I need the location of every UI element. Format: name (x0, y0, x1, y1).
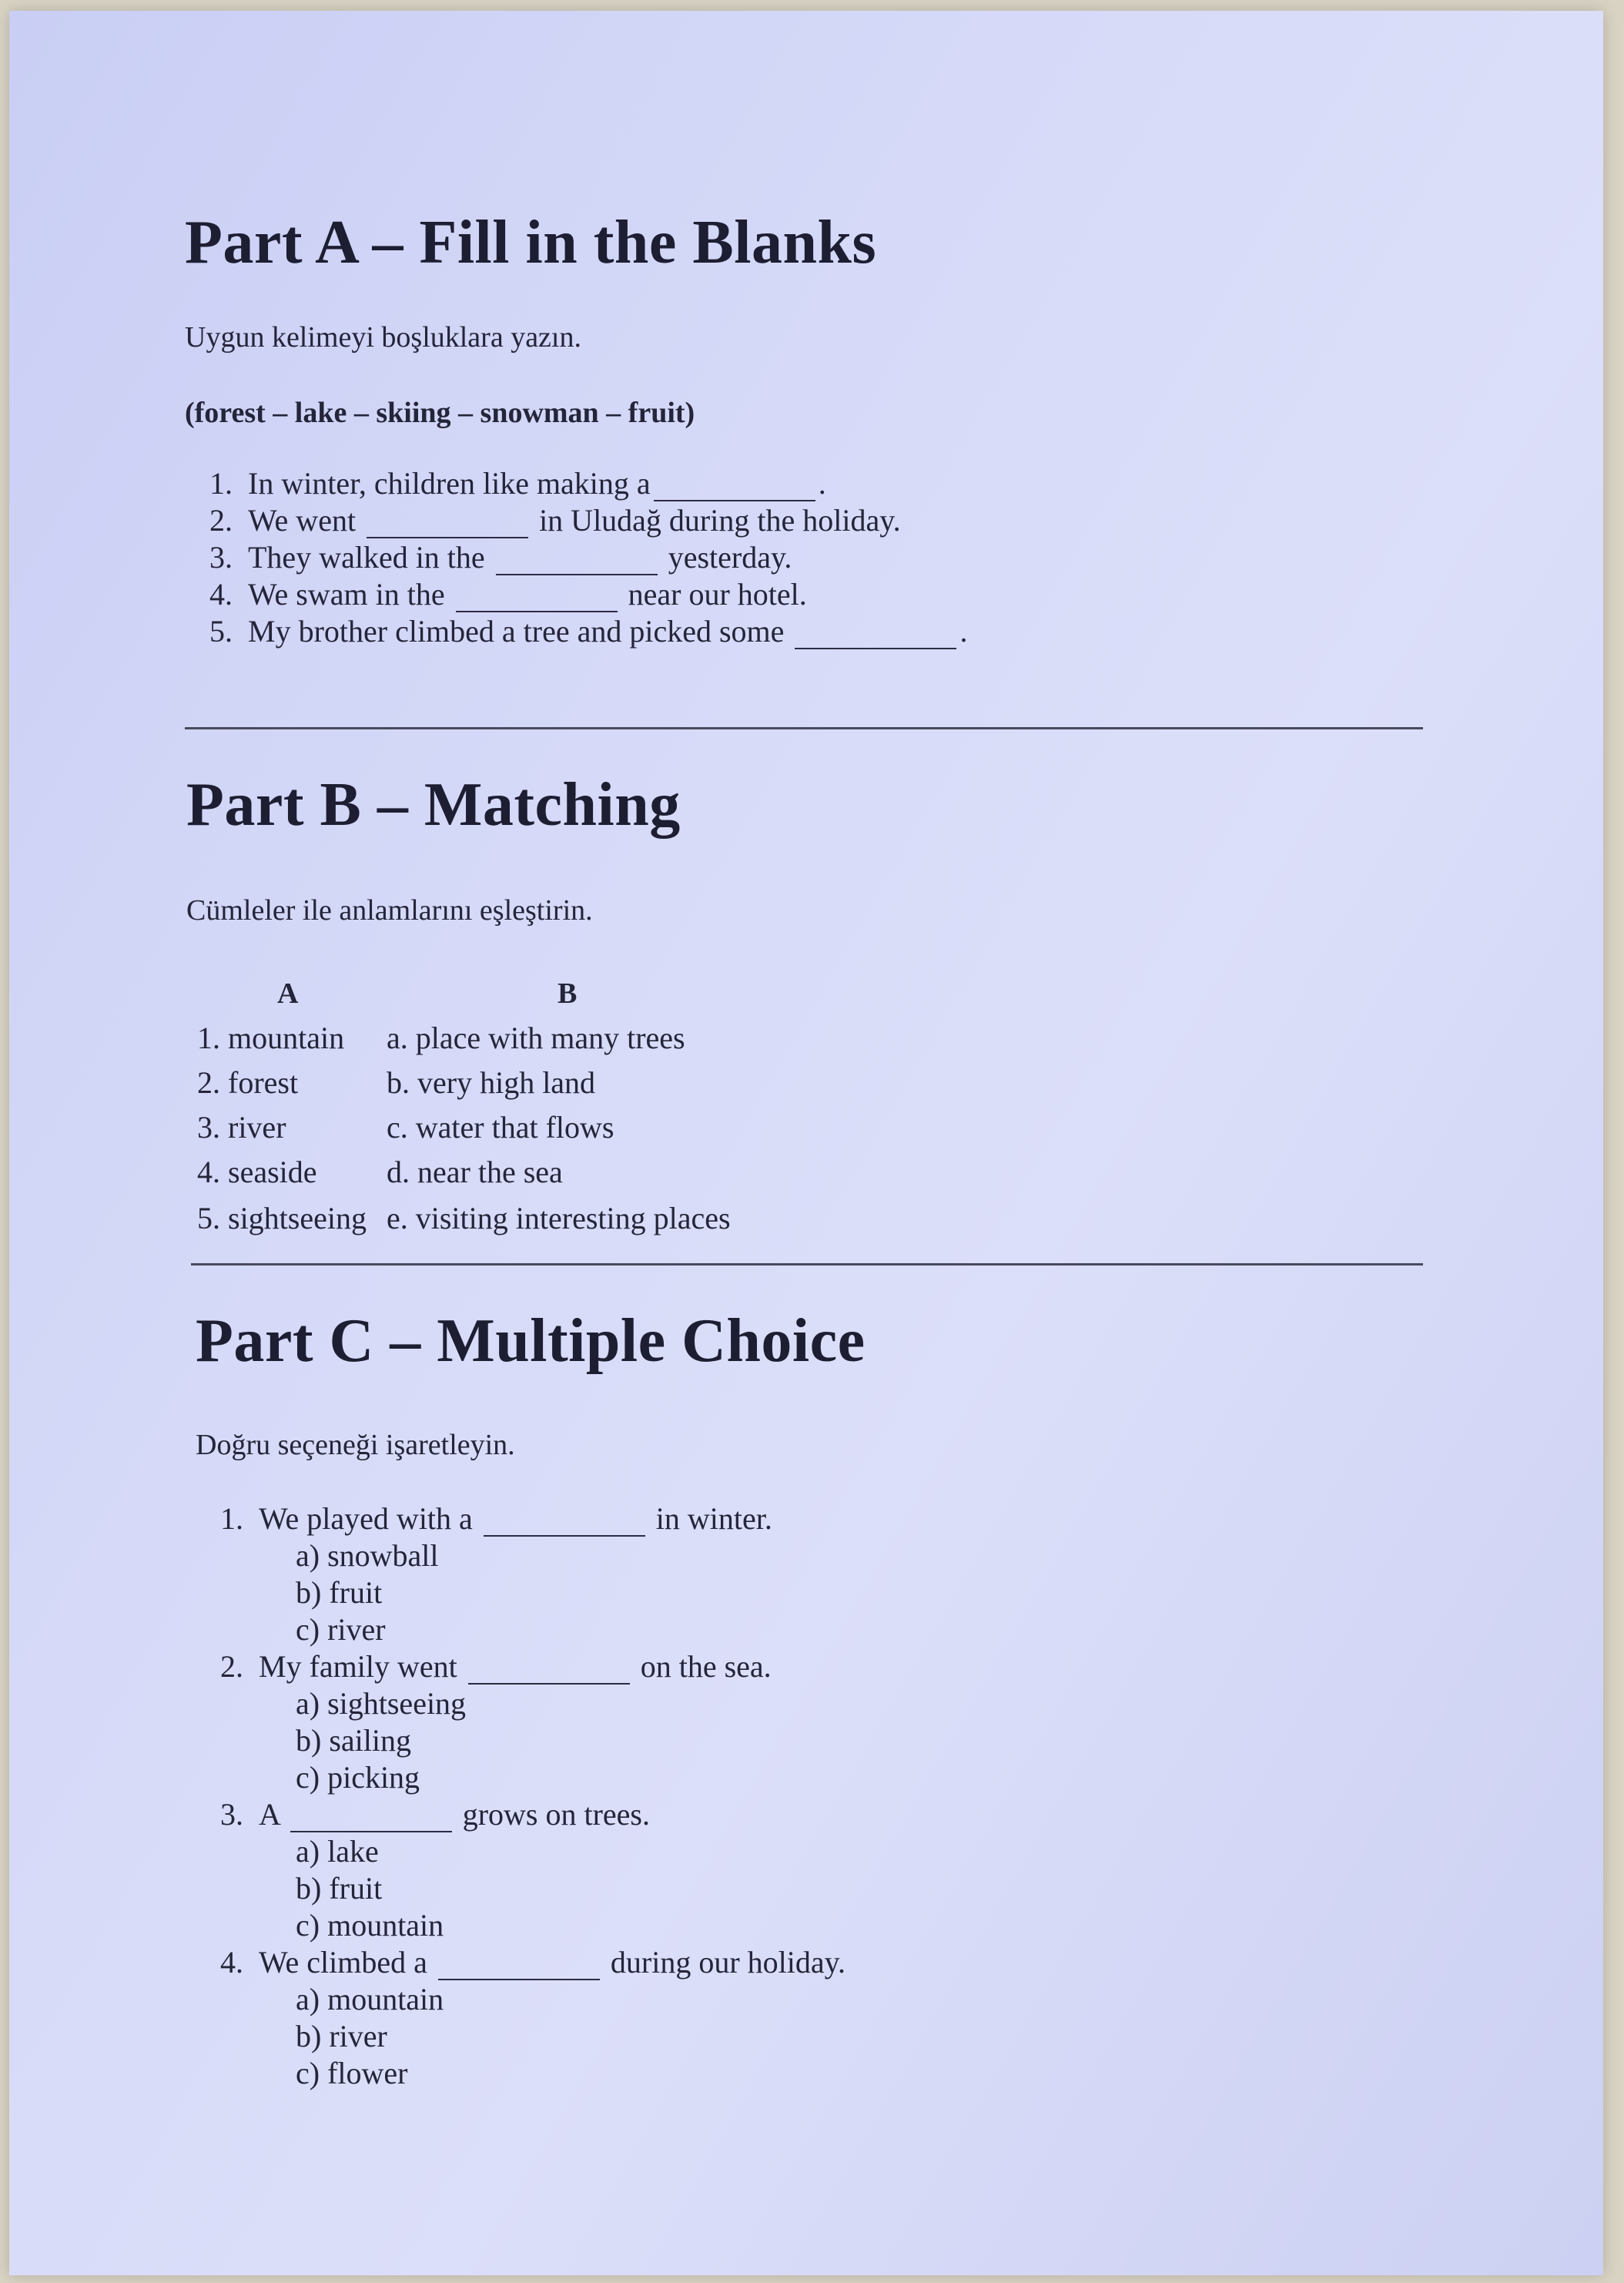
option-c[interactable]: c) river (296, 1612, 386, 1647)
section-divider (191, 1263, 1423, 1266)
part-b-title: Part B – Matching (186, 771, 681, 839)
option-a[interactable]: a) lake (296, 1834, 379, 1869)
matching-definition: c. water that flows (387, 1110, 614, 1145)
answer-blank[interactable] (438, 1979, 600, 1980)
part-a-list (182, 465, 967, 650)
list-item: 3. They walked in the yesterday. (209, 540, 792, 575)
list-item: 1. In winter, children like making a . (209, 466, 826, 501)
part-b-instruction: Cümleler ile anlamlarını eşleştirin. (186, 894, 593, 927)
option-b[interactable]: b) fruit (296, 1871, 383, 1906)
option-a[interactable]: a) mountain (296, 1982, 444, 2016)
option-c[interactable]: c) mountain (296, 1908, 444, 1943)
answer-blank[interactable] (456, 611, 618, 612)
answer-blank[interactable] (654, 500, 815, 501)
option-b[interactable]: b) fruit (296, 1575, 383, 1610)
answer-blank[interactable] (290, 1831, 452, 1832)
matching-definition: d. near the sea (387, 1155, 563, 1189)
matching-definition: a. place with many trees (387, 1021, 685, 1055)
section-divider (185, 727, 1423, 729)
matching-row (197, 1109, 286, 1145)
answer-blank[interactable] (367, 537, 528, 538)
option-a[interactable]: a) sightseeing (296, 1686, 467, 1721)
list-item: 5. My brother climbed a tree and picked some . (209, 614, 968, 649)
worksheet-page (9, 11, 1603, 2275)
option-b[interactable]: b) sailing (296, 1723, 411, 1758)
matching-definition: b. very high land (387, 1065, 596, 1100)
matching-term: 3. river (197, 1110, 286, 1145)
word-bank: (forest – lake – skiing – snowman – fruit) (185, 397, 695, 429)
column-b-header: B (558, 977, 578, 1010)
column-a-header: A (277, 977, 299, 1010)
matching-term: 4. seaside (197, 1155, 317, 1189)
question: 4. We climbed a during our holiday. (220, 1945, 846, 1980)
matching-term: 5. sightseeing (197, 1201, 367, 1235)
matching-term: 1. mountain (197, 1021, 345, 1055)
list-item: 2. We went in Uludağ during the holiday. (209, 503, 901, 538)
answer-blank[interactable] (484, 1535, 645, 1537)
matching-row (197, 1200, 367, 1236)
answer-blank[interactable] (496, 574, 658, 575)
part-c-title: Part C – Multiple Choice (196, 1307, 866, 1375)
part-c-instruction: Doğru seçeneği işaretleyin. (196, 1429, 515, 1461)
option-c[interactable]: c) flower (296, 2056, 408, 2090)
question: 1. We played with a in winter. (220, 1501, 772, 1536)
matching-row (197, 1154, 317, 1190)
part-a-instruction: Uygun kelimeyi boşluklara yazın. (185, 321, 581, 354)
list-item: 4. We swam in the near our hotel. (209, 577, 807, 612)
question: 2. My family went on the sea. (220, 1649, 772, 1684)
option-b[interactable]: b) river (296, 2019, 387, 2053)
answer-blank[interactable] (468, 1683, 630, 1685)
matching-row (197, 1020, 344, 1056)
matching-row (197, 1064, 298, 1101)
part-a-title: Part A – Fill in the Blanks (185, 209, 877, 277)
matching-definition: e. visiting interesting places (387, 1201, 731, 1235)
option-a[interactable]: a) snowball (296, 1538, 439, 1573)
matching-term: 2. forest (197, 1065, 299, 1100)
option-c[interactable]: c) picking (296, 1760, 420, 1795)
answer-blank[interactable] (795, 648, 956, 649)
question: 3. A grows on trees. (220, 1797, 650, 1832)
